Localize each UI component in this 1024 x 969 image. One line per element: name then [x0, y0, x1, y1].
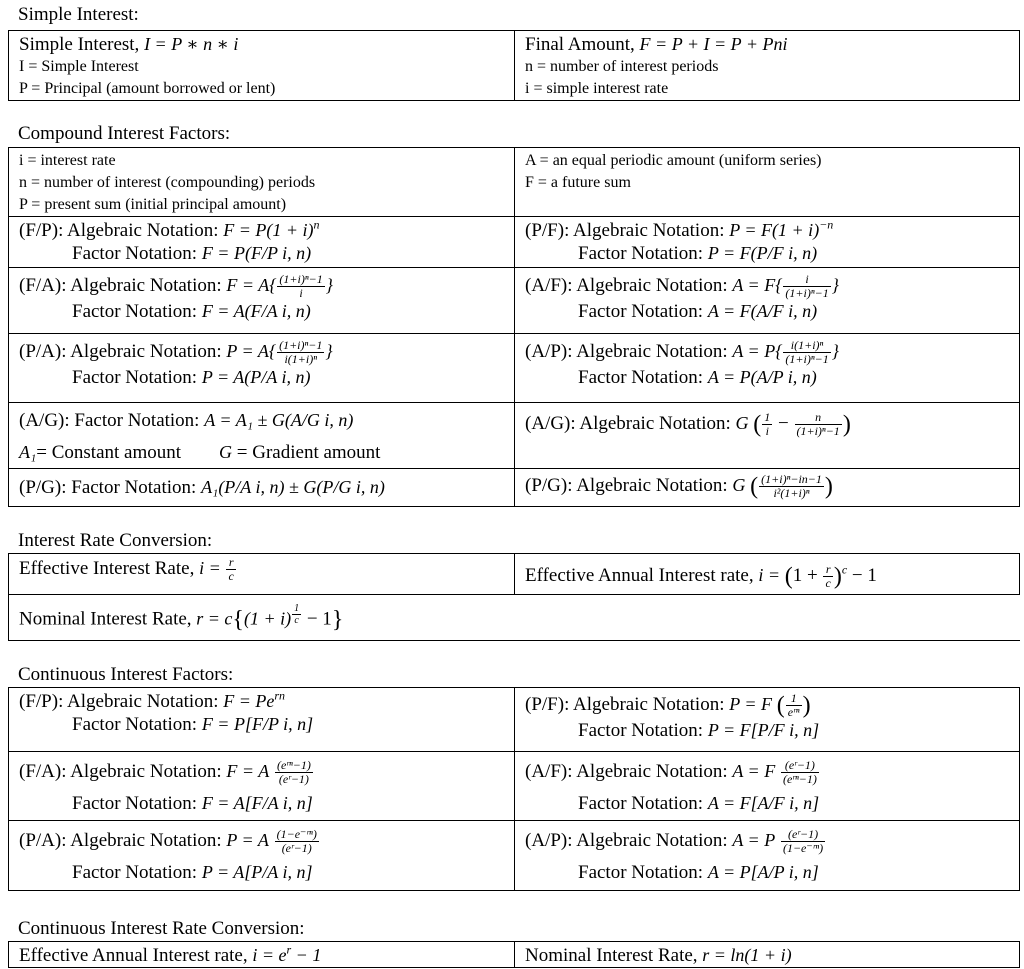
ag-fac-label: (A/G): Factor Notation:: [19, 410, 205, 431]
pf-alg-formula: P = F(1 + i): [729, 220, 820, 240]
pf-fac-label: Factor Notation:: [578, 243, 708, 264]
cont-fp-alg-label: (F/P): Algebraic Notation:: [19, 691, 224, 712]
fa-alg-label: (F/A): Algebraic Notation:: [19, 274, 227, 296]
cont-ear-suffix: − 1: [291, 945, 322, 965]
simple-interest-table: [8, 30, 1020, 101]
af-fac-formula: A = F(A/F i, n): [707, 301, 818, 321]
pg-fraction: [759, 473, 824, 500]
g-definition: = Gradient amount: [232, 442, 381, 463]
cont-pa-cell: [9, 821, 515, 891]
section-title-compound: Compound Interest Factors:: [18, 123, 231, 144]
ag-fraction-2: [795, 411, 842, 438]
ear-inner: 1 +: [792, 564, 823, 586]
effective-rate-cell: [9, 554, 515, 595]
af-alg-label: (A/F): Algebraic Notation:: [525, 274, 733, 296]
cont-ap-cell: [515, 821, 1020, 891]
nir-exp-numerator: 1: [294, 603, 300, 614]
cont-af-denominator: (eʳⁿ−1): [782, 772, 817, 786]
cont-ap-alg-label: (A/P): Algebraic Notation:: [525, 829, 733, 851]
nir-exp-denominator: c: [294, 615, 299, 626]
cont-ear-formula: i = e: [252, 945, 287, 965]
pf-fac-formula: P = F(P/F i, n): [707, 243, 818, 263]
cont-pf-numerator: 1: [786, 692, 802, 706]
cont-pa-fraction: [275, 828, 319, 855]
ear-suffix: − 1: [851, 564, 877, 586]
ear-fraction: [823, 563, 832, 590]
pg-alg-prefix: G: [732, 474, 746, 495]
cont-af-cell: [515, 752, 1020, 821]
ap-fac-label: Factor Notation:: [578, 367, 708, 388]
cont-fa-fraction: [275, 759, 313, 786]
cont-fa-denominator: (eʳ−1): [278, 772, 309, 786]
ap-alg-prefix: A = P{: [732, 340, 783, 361]
pa-fraction: [277, 339, 324, 366]
eir-label: Effective Interest Rate,: [19, 557, 200, 579]
cont-fa-cell: [9, 752, 515, 821]
pa-numerator: (1+i)ⁿ−1: [279, 338, 323, 352]
continuous-interest-table: [8, 687, 1020, 891]
cont-pf-fac-label: Factor Notation:: [578, 720, 708, 741]
pg-denominator: i²(1+i)ⁿ: [773, 486, 810, 500]
af-denominator: (1+i)ⁿ−1: [785, 286, 829, 300]
cont-ear-cell: [9, 942, 515, 968]
i-rate-definition: i = simple interest rate: [525, 80, 669, 97]
nir-label: Nominal Interest Rate,: [19, 608, 197, 630]
p-definition: P = Principal (amount borrowed or lent): [19, 80, 276, 97]
ag-numerator-1: 1: [764, 410, 771, 424]
cont-fa-numerator: (eʳⁿ−1): [276, 758, 311, 772]
cont-pa-alg-prefix: P = A: [226, 829, 269, 850]
cont-pf-open-paren: (: [776, 692, 785, 719]
cont-fa-alg-prefix: F = A: [226, 760, 270, 781]
fp-alg-label: (F/P): Algebraic Notation:: [19, 220, 224, 241]
nir-inner: (1 + i): [243, 608, 292, 629]
fa-fac-formula: F = A(F/A i, n): [201, 301, 311, 321]
cont-af-alg-label: (A/F): Algebraic Notation:: [525, 760, 733, 782]
fa-close-brace: }: [325, 274, 333, 295]
fp-alg-formula: F = P(1 + i): [223, 220, 314, 240]
fp-cell: [9, 217, 515, 268]
section-title-simple-interest: Simple Interest:: [18, 4, 139, 25]
a1-definition: = Constant amount: [36, 442, 182, 463]
fa-numerator: (1+i)ⁿ−1: [279, 272, 323, 286]
fa-label: Final Amount,: [525, 34, 640, 55]
pg-fac-cell: [9, 469, 515, 507]
compound-interest-table: [8, 147, 1020, 507]
section-title-continuous: Continuous Interest Factors:: [18, 664, 234, 685]
cont-fa-alg-label: (F/A): Algebraic Notation:: [19, 760, 227, 782]
ap-numerator: i(1+i)ⁿ: [783, 339, 830, 353]
cont-ap-fac-formula: A = P[A/P i, n]: [707, 862, 819, 882]
pg-fac-formula: A₁(P/A i, n) ± G(P/G i, n): [201, 477, 385, 497]
af-alg-prefix: A = F{: [732, 274, 783, 295]
cont-af-fac-formula: A = F[A/F i, n]: [707, 793, 820, 813]
pa-alg-prefix: P = A{: [226, 340, 277, 361]
af-close-brace: }: [831, 274, 839, 295]
pf-cell: [515, 217, 1020, 268]
cont-af-numerator: (eʳ−1): [781, 759, 819, 773]
nir-close-brace: }: [331, 607, 344, 634]
cont-pa-alg-label: (P/A): Algebraic Notation:: [19, 829, 227, 851]
pa-fac-formula: P = A(P/A i, n): [201, 367, 311, 387]
cont-af-fac-label: Factor Notation:: [578, 793, 708, 814]
ear-close-paren: ): [833, 563, 842, 590]
fa-fraction: [277, 273, 324, 300]
fa-fac-label: Factor Notation:: [72, 301, 202, 322]
nir-prefix: r = c: [196, 608, 233, 629]
cont-fp-fac-formula: F = P[F/P i, n]: [201, 714, 314, 734]
eir-fraction: [226, 556, 235, 583]
ap-denominator: (1+i)ⁿ−1: [785, 352, 829, 366]
cont-nir-label: Nominal Interest Rate,: [525, 945, 703, 966]
cont-pf-fac-formula: P = F[P/F i, n]: [707, 720, 820, 740]
ag-fac-cell: [9, 403, 515, 469]
def-f: F = a future sum: [525, 174, 631, 191]
cont-pa-denominator: (eʳ−1): [281, 841, 312, 855]
pa-denominator: i(1+i)ⁿ: [284, 352, 317, 366]
af-cell: [515, 268, 1020, 334]
cont-fp-alg-exponent: rn: [274, 688, 286, 703]
eir-denominator: c: [228, 569, 234, 583]
cont-ear-exponent: r: [286, 942, 292, 957]
eir-prefix: i =: [199, 557, 221, 578]
pg-close-paren: ): [824, 473, 833, 500]
def-i: i = interest rate: [19, 152, 116, 169]
fp-fac-label: Factor Notation:: [72, 243, 202, 264]
ag-close-paren: ): [842, 411, 851, 438]
ag-minus: −: [773, 412, 794, 434]
i-definition: I = Simple Interest: [19, 58, 139, 75]
cont-fp-cell: [9, 688, 515, 752]
nir-suffix: − 1: [306, 608, 332, 630]
cont-fa-fac-formula: F = A[F/A i, n]: [201, 793, 313, 813]
pa-cell: [9, 334, 515, 403]
ag-open-paren: (: [753, 411, 762, 438]
ap-fraction: [783, 339, 830, 366]
ap-close-brace: }: [831, 340, 839, 361]
section-title-continuous-rate-conversion: Continuous Interest Rate Conversion:: [18, 918, 305, 939]
pa-close-brace: }: [325, 340, 333, 361]
ag-denominator-1: i: [765, 424, 769, 438]
def-a: A = an equal periodic amount (uniform series): [525, 152, 822, 169]
pg-alg-cell: [515, 469, 1020, 507]
cont-ap-fac-label: Factor Notation:: [578, 862, 708, 883]
pf-alg-label: (P/F): Algebraic Notation:: [525, 220, 730, 241]
pg-fac-label: (P/G): Factor Notation:: [19, 477, 202, 498]
ag-alg-label: (A/G): Algebraic Notation:: [525, 412, 736, 434]
section-title-rate-conversion: Interest Rate Conversion:: [18, 530, 213, 551]
pa-alg-label: (P/A): Algebraic Notation:: [19, 340, 227, 362]
fp-fac-formula: F = P(F/P i, n): [201, 243, 312, 263]
ear-label: Effective Annual Interest rate,: [525, 564, 759, 586]
cont-pf-close-paren: ): [802, 692, 811, 719]
n-definition: n = number of interest periods: [525, 58, 719, 75]
cont-nir-cell: [515, 942, 1020, 968]
cont-pf-fraction: [786, 692, 802, 719]
pg-open-paren: (: [750, 473, 759, 500]
def-n: n = number of interest (compounding) periods: [19, 174, 316, 191]
nir-exponent-fraction: [292, 603, 301, 626]
ag-denominator-2: (1+i)ⁿ−1: [796, 424, 840, 438]
pf-alg-exponent: −n: [819, 217, 834, 232]
ear-denominator: c: [825, 576, 831, 590]
cont-pf-alg-label: (P/F): Algebraic Notation:: [525, 693, 730, 715]
compound-defs-left: [9, 148, 515, 217]
eir-numerator: r: [226, 556, 235, 570]
ag-fraction-1: [762, 411, 772, 438]
cont-pa-fac-label: Factor Notation:: [72, 862, 202, 883]
cont-pa-numerator: (1−e⁻ʳⁿ): [276, 827, 317, 841]
cont-ap-fraction: [781, 828, 825, 855]
si-label: Simple Interest,: [19, 34, 145, 55]
cont-fa-fac-label: Factor Notation:: [72, 793, 202, 814]
af-fac-label: Factor Notation:: [578, 301, 708, 322]
cont-ap-numerator: (eʳ−1): [781, 828, 825, 842]
ear-open-paren: (: [784, 563, 793, 590]
si-formula: I = P ∗ n ∗ i: [144, 34, 239, 54]
cont-ear-label: Effective Annual Interest rate,: [19, 945, 253, 966]
cont-pf-denominator: eʳⁿ: [787, 705, 800, 719]
continuous-rate-conversion-table: [8, 941, 1020, 968]
ag-alg-cell: [515, 403, 1020, 469]
cont-pa-fac-formula: P = A[P/A i, n]: [201, 862, 313, 882]
pg-alg-label: (P/G): Algebraic Notation:: [525, 474, 733, 496]
final-amount-cell: [515, 31, 1020, 101]
cont-ap-denominator: (1−e⁻ʳⁿ): [782, 841, 824, 855]
ap-fac-formula: A = P(A/P i, n): [707, 367, 817, 387]
compound-defs-right: [515, 148, 1020, 217]
pg-numerator: (1+i)ⁿ−in−1: [761, 472, 822, 486]
fa-cell: [9, 268, 515, 334]
cont-fp-fac-label: Factor Notation:: [72, 714, 202, 735]
fa-alg-prefix: F = A{: [226, 274, 277, 295]
cont-af-fraction: [781, 759, 819, 786]
a1-symbol: A₁: [19, 442, 37, 462]
g-symbol: G: [219, 442, 233, 462]
ear-prefix: i =: [758, 564, 781, 585]
ag-fac-formula: A = A₁ ± G(A/G i, n): [204, 410, 354, 430]
ag-numerator-2: n: [795, 411, 842, 425]
ear-numerator: r: [823, 563, 832, 577]
def-p: P = present sum (initial principal amount): [19, 196, 287, 213]
pa-fac-label: Factor Notation:: [72, 367, 202, 388]
simple-interest-cell: [9, 31, 515, 101]
cont-ap-alg-prefix: A = P: [732, 829, 776, 850]
cont-af-alg-prefix: A = F: [732, 760, 776, 781]
cont-pf-cell: [515, 688, 1020, 752]
rate-conversion-table: [8, 553, 1020, 641]
af-fraction: [783, 273, 830, 300]
nir-open-brace: {: [232, 607, 244, 634]
cont-fp-alg-formula: F = Pe: [223, 691, 275, 711]
ap-cell: [515, 334, 1020, 403]
effective-annual-rate-cell: [515, 554, 1020, 595]
af-numerator: i: [783, 273, 830, 287]
cont-nir-formula: r = ln(1 + i): [702, 945, 792, 965]
fa-formula: F = P + I = P + Pni: [639, 34, 788, 54]
ag-alg-prefix: G: [735, 412, 749, 433]
fa-denominator: i: [299, 286, 303, 300]
ap-alg-label: (A/P): Algebraic Notation:: [525, 340, 733, 362]
fp-alg-exponent: n: [313, 217, 320, 232]
ear-exponent: c: [841, 562, 848, 577]
nominal-rate-cell: [9, 595, 1020, 641]
cont-pf-alg-prefix: P = F: [729, 693, 773, 714]
